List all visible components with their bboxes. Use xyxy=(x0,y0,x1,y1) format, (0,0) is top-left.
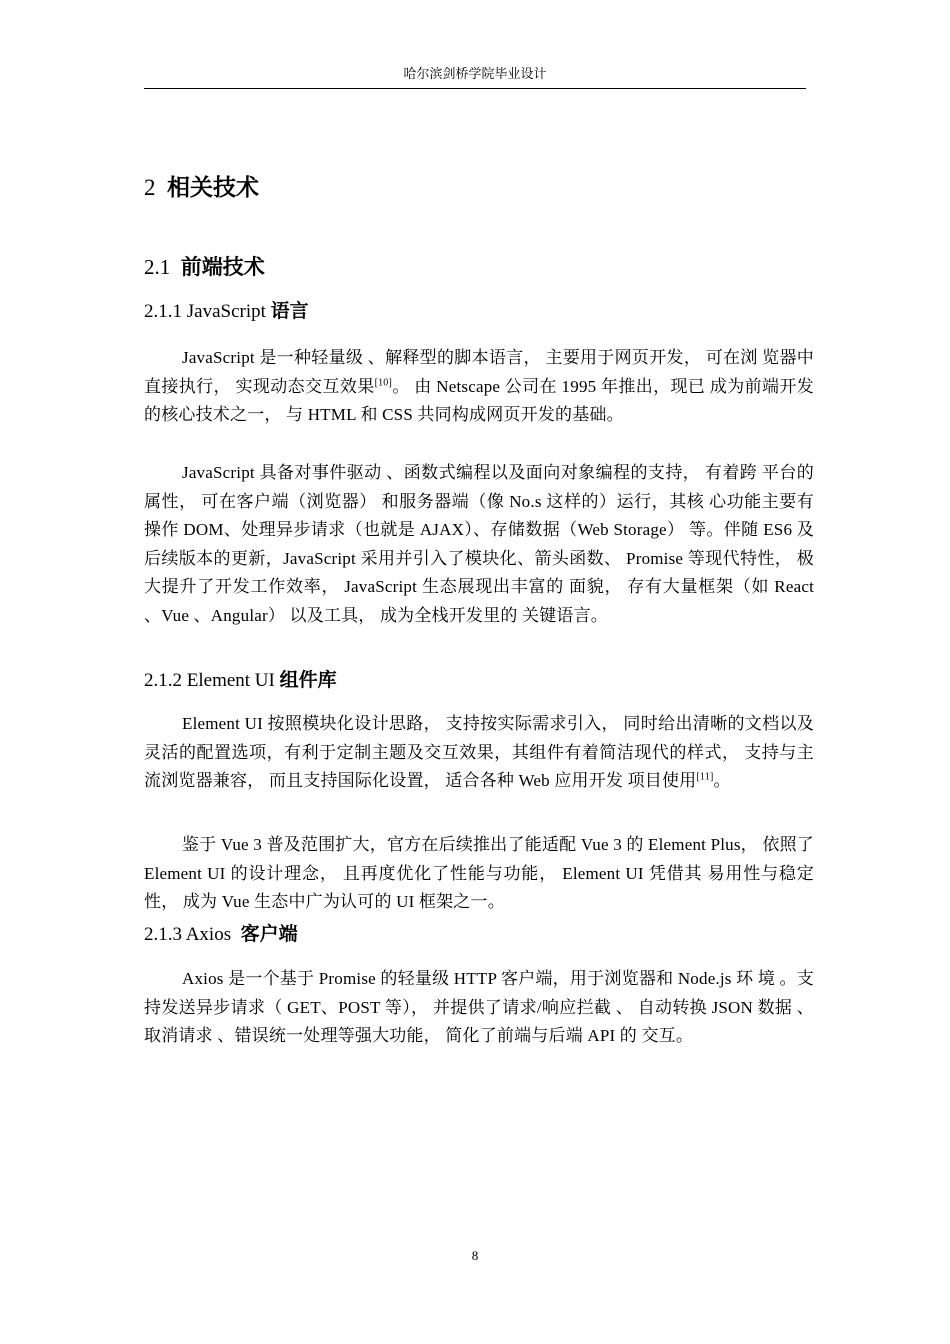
chapter-number: 2 xyxy=(144,175,156,200)
paragraph-text: JavaScript 具备对事件驱动 、函数式编程以及面向对象编程的支持， 有着跨 平台的属性， 可在客户端（浏览器） 和服务器端（像 No.s 这样的）运行，其核 心功能主要有操作 DOM、处理异步请求（也就是 AJAX）、存储数据（Web Storage） 等。伴随 ES6 及后续版本的更新，JavaScript 采用并引入了模块化、箭头函数、 Promise 等现代特性， 极大提升了开发工作效率， JavaScript 生态展现出丰富的 面貌， 存有大量框架（如 React 、Vue 、Angular） 以及工具， 成为全栈开发里的 关键语言。 xyxy=(144,463,814,625)
paragraph-text: Axios 是一个基于 Promise 的轻量级 HTTP 客户端，用于浏览器和 Node.js 环 境 。支持发送异步请求（ GET、POST 等）， 并提供了请求/响应拦截 、 自动转换 JSON 数据 、取消请求 、错误统一处理等强大功能， 简化了前端与后端 API 的 交互。 xyxy=(144,969,814,1046)
subsection-title: 组件库 xyxy=(279,669,337,691)
paragraph-element-plus xyxy=(144,831,814,917)
header-divider xyxy=(144,88,806,89)
paragraph-element-ui-intro xyxy=(144,710,814,796)
subsection-heading-element-ui xyxy=(144,666,337,695)
citation: [11] xyxy=(696,771,714,783)
page-header: 哈尔滨剑桥学院毕业设计 xyxy=(403,67,547,82)
section-heading xyxy=(144,252,265,282)
paragraph-text: 。 xyxy=(713,771,731,791)
citation: [10] xyxy=(374,376,393,388)
chapter-title: 相关技术 xyxy=(167,175,259,201)
chapter-heading xyxy=(144,172,259,204)
subsection-number: 2.1.3 Axios xyxy=(144,924,232,945)
paragraph-axios xyxy=(144,965,814,1051)
section-title: 前端技术 xyxy=(180,255,265,279)
subsection-heading-javascript xyxy=(144,297,309,326)
section-number: 2.1 xyxy=(144,255,171,279)
paragraph-text: JavaScript 是一种轻量级 、解释型的脚本语言， 主要用于网页开发， 可在浏 览器中直接执行， 实现动态交互效果 xyxy=(144,348,814,396)
subsection-heading-axios xyxy=(144,920,298,949)
paragraph-text: Element UI 按照模块化设计思路， 支持按实际需求引入， 同时给出清晰的文档以及灵活的配置选项，有利于定制主题及交互效果，其组件有着简洁现代的样式， 支持与主流浏览器兼容， 而且支持国际化设置， 适合各种 Web 应用开发 项目使用 xyxy=(144,714,814,791)
page-number: 8 xyxy=(471,1248,479,1263)
subsection-title: 客户端 xyxy=(240,923,298,945)
paragraph-javascript-intro xyxy=(144,344,814,430)
subsection-title: 语言 xyxy=(270,300,309,322)
subsection-number: 2.1.1 JavaScript xyxy=(144,301,266,322)
paragraph-text: 鉴于 Vue 3 普及范围扩大，官方在后续推出了能适配 Vue 3 的 Element Plus， 依照了 Element UI 的设计理念， 且再度优化了性能与功能， Element UI 凭借其 易用性与稳定性， 成为 Vue 生态中广为认可的 UI 框架之一。 xyxy=(144,835,814,912)
paragraph-javascript-features xyxy=(144,459,814,631)
paragraph-text: 。 由 Netscape 公司在 1995 年推出，现已 成为前端开发的核心技术之一， 与 HTML 和 CSS 共同构成网页开发的基础。 xyxy=(144,376,814,425)
subsection-number: 2.1.2 Element UI xyxy=(144,670,275,691)
